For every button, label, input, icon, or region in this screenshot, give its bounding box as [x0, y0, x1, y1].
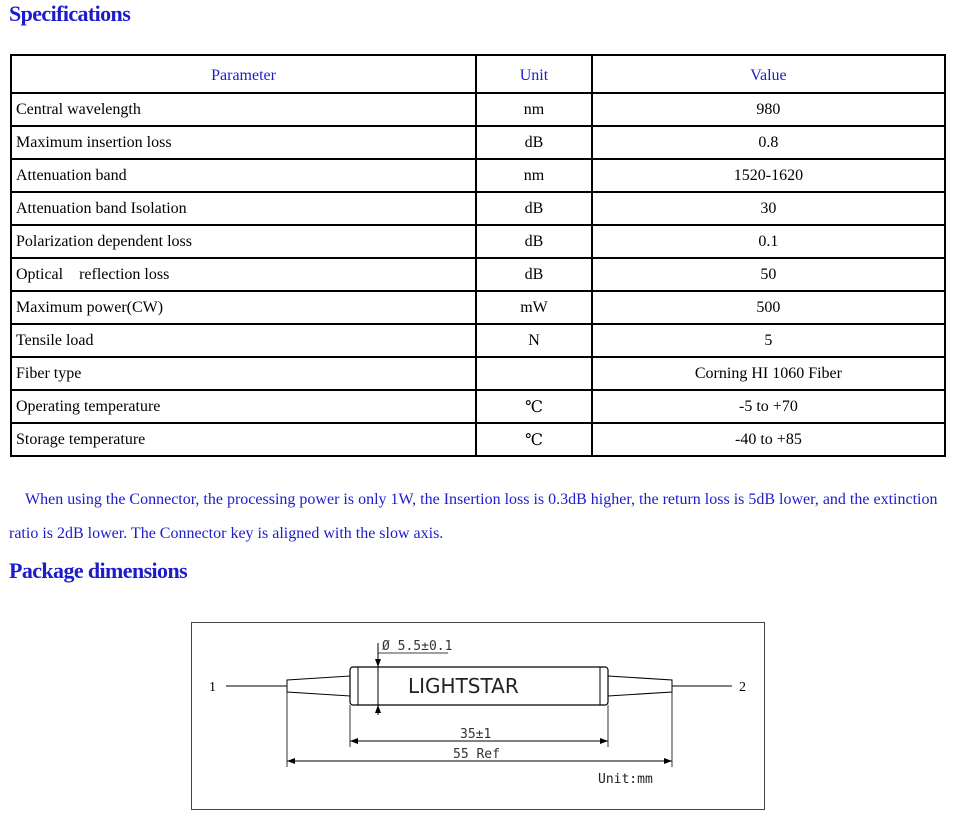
- table-row: [11, 390, 945, 423]
- unit-cell: dB: [476, 192, 592, 225]
- table-row: [11, 93, 945, 126]
- parameter-cell: Storage temperature: [11, 423, 476, 456]
- package-dimensions-heading: Package dimensions: [9, 558, 188, 583]
- table-row: [11, 126, 945, 159]
- package-drawing-svg: [192, 623, 764, 809]
- body-length-arrow-right: [600, 738, 608, 744]
- table-header-row: [11, 55, 945, 93]
- value-cell: 0.1: [592, 225, 945, 258]
- table-row: [11, 324, 945, 357]
- value-cell: 1520-1620: [592, 159, 945, 192]
- diameter-arrow-top: [375, 659, 381, 667]
- parameter-cell: Central wavelength: [11, 93, 476, 126]
- package-drawing: [191, 622, 765, 810]
- left-boot-shape: [287, 676, 350, 696]
- value-cell: 30: [592, 192, 945, 225]
- table-row: [11, 192, 945, 225]
- parameter-cell: Polarization dependent loss: [11, 225, 476, 258]
- table-row: [11, 159, 945, 192]
- right-boot-shape: [608, 676, 672, 696]
- unit-cell: [476, 357, 592, 390]
- port-right-label: 2: [739, 680, 746, 695]
- parameter-cell: Tensile load: [11, 324, 476, 357]
- unit-label: Unit:mm: [598, 772, 653, 787]
- unit-cell: ℃: [476, 423, 592, 456]
- header-parameter: Parameter: [11, 55, 476, 93]
- unit-cell: ℃: [476, 390, 592, 423]
- brand-label: LIGHTSTAR: [408, 674, 519, 698]
- unit-cell: N: [476, 324, 592, 357]
- unit-cell: dB: [476, 225, 592, 258]
- unit-cell: nm: [476, 93, 592, 126]
- unit-cell: mW: [476, 291, 592, 324]
- parameter-cell: Attenuation band Isolation: [11, 192, 476, 225]
- parameter-cell: Optical reflection loss: [11, 258, 476, 291]
- table-row: [11, 258, 945, 291]
- body-length-arrow-left: [350, 738, 358, 744]
- parameter-cell: Maximum insertion loss: [11, 126, 476, 159]
- header-unit: Unit: [476, 55, 592, 93]
- table-row: [11, 357, 945, 390]
- diameter-label: Ø 5.5±0.1: [382, 639, 453, 654]
- parameter-cell: Attenuation band: [11, 159, 476, 192]
- table-row: [11, 225, 945, 258]
- connector-note: When using the Connector, the processing power is only 1W, the Insertion loss is 0.3dB higher, the return loss is 5dB lower, and the extinction ratio is 2dB lower. The Connector key is aligned with the slow axis.: [9, 491, 938, 542]
- header-value: Value: [592, 55, 945, 93]
- total-length-arrow-left: [287, 758, 295, 764]
- total-length-arrow-right: [664, 758, 672, 764]
- diameter-arrow-bottom: [375, 705, 381, 713]
- value-cell: -5 to +70: [592, 390, 945, 423]
- specifications-table: [10, 54, 946, 457]
- unit-cell: dB: [476, 126, 592, 159]
- value-cell: 50: [592, 258, 945, 291]
- table-row: [11, 423, 945, 456]
- value-cell: 0.8: [592, 126, 945, 159]
- table-row: [11, 291, 945, 324]
- value-cell: -40 to +85: [592, 423, 945, 456]
- value-cell: 500: [592, 291, 945, 324]
- unit-cell: dB: [476, 258, 592, 291]
- value-cell: Corning HI 1060 Fiber: [592, 357, 945, 390]
- total-length-label: 55 Ref: [453, 747, 500, 762]
- specifications-heading: Specifications: [9, 1, 131, 26]
- unit-cell: nm: [476, 159, 592, 192]
- body-length-label: 35±1: [460, 727, 492, 742]
- parameter-cell: Maximum power(CW): [11, 291, 476, 324]
- port-left-label: 1: [209, 680, 216, 695]
- value-cell: 980: [592, 93, 945, 126]
- parameter-cell: Fiber type: [11, 357, 476, 390]
- parameter-cell: Operating temperature: [11, 390, 476, 423]
- value-cell: 5: [592, 324, 945, 357]
